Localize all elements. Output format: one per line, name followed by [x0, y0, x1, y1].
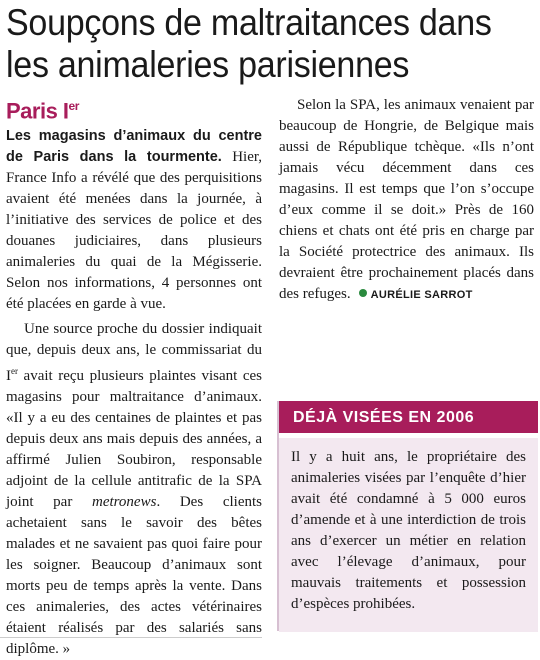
headline-line-1: Soupçons de maltraitances dans: [6, 2, 492, 43]
paragraph-2-text-a: Une source proche du dossier indiquait que, depuis deux ans, le commissariat du I: [6, 321, 262, 385]
headline: [6, 2, 494, 86]
article-column-right: [279, 95, 534, 306]
paragraph-2-text-b: avait reçu plusieurs plaintes visant ces magasins pour maltraitance d’animaux. «Il y a eu des centaines de plaintes et pas depuis deux ans mais depuis des années, a affirmé Julien Soubiron, responsable adjoint de la cellule antitrafic de la SPA joint par: [6, 368, 262, 511]
lead-text: Les magasins d’animaux du centre de Paris dans la tourmente.: [6, 128, 262, 166]
sidebar-body: Il y a huit ans, le propriétaire des animaleries visées par l’enquête d’hier avait été condamné à 5 000 euros d’amende et à une interdiction de trois ans d’exercer un métier en relation avec l’élevage d’animaux, pour mauvais traitements et possession d’espèces prohibées.: [279, 438, 538, 632]
paragraph-3-text: Selon la SPA, les animaux venaient par beaucoup de Hongrie, de Belgique mais aussi de République tchèque. «Ils n’ont jamais vécu décemment dans ces magasins. Il est temps que l’on s’occupe d’eux comme il se doit.» Près de 160 chiens et chats ont été pris en charge par la Société protectrice des animaux. Ils devraient être prochainement placés dans des refuges.: [279, 97, 534, 302]
paragraph-2-sup: er: [11, 366, 18, 377]
paragraph-1-text: Hier, France Info a révélé que des perquisitions avaient été menées dans la journée, à l’initiative des services de police et des douanes judiciaires, dans plusieurs animaleries du quai de la Mégisserie. Selon nos informations, 4 personnes ont été placées en garde à vue.: [6, 149, 262, 313]
paragraph-3: [279, 95, 534, 306]
headline-line-2: les animaleries parisiennes: [6, 44, 410, 85]
sidebar-box: [277, 401, 538, 631]
paragraph-2-text-c: . Des clients achetaient sans le savoir des bêtes malades et ne savaient pas quoi faire pour les soigner. Beaucoup d’animaux sont morts peu de temps après la vente. Dans ces animaleries, des actes vétérinaires étaient réalisés par des salariés sans diplôme. »: [6, 494, 262, 658]
kicker-sup: er: [68, 99, 79, 113]
sidebar-title: DÉJÀ VISÉES EN 2006: [279, 401, 538, 433]
article-column-left: [6, 93, 262, 660]
kicker-text: Paris I: [6, 98, 69, 124]
bottom-rule: [0, 637, 262, 638]
source-name: metronews: [91, 494, 157, 511]
paragraph-2: [6, 319, 262, 660]
author-signature: AURÉLIE SARROT: [370, 289, 473, 301]
author-dot-icon: [359, 289, 367, 297]
paragraph-1: [6, 126, 262, 315]
location-kicker: [6, 93, 262, 124]
